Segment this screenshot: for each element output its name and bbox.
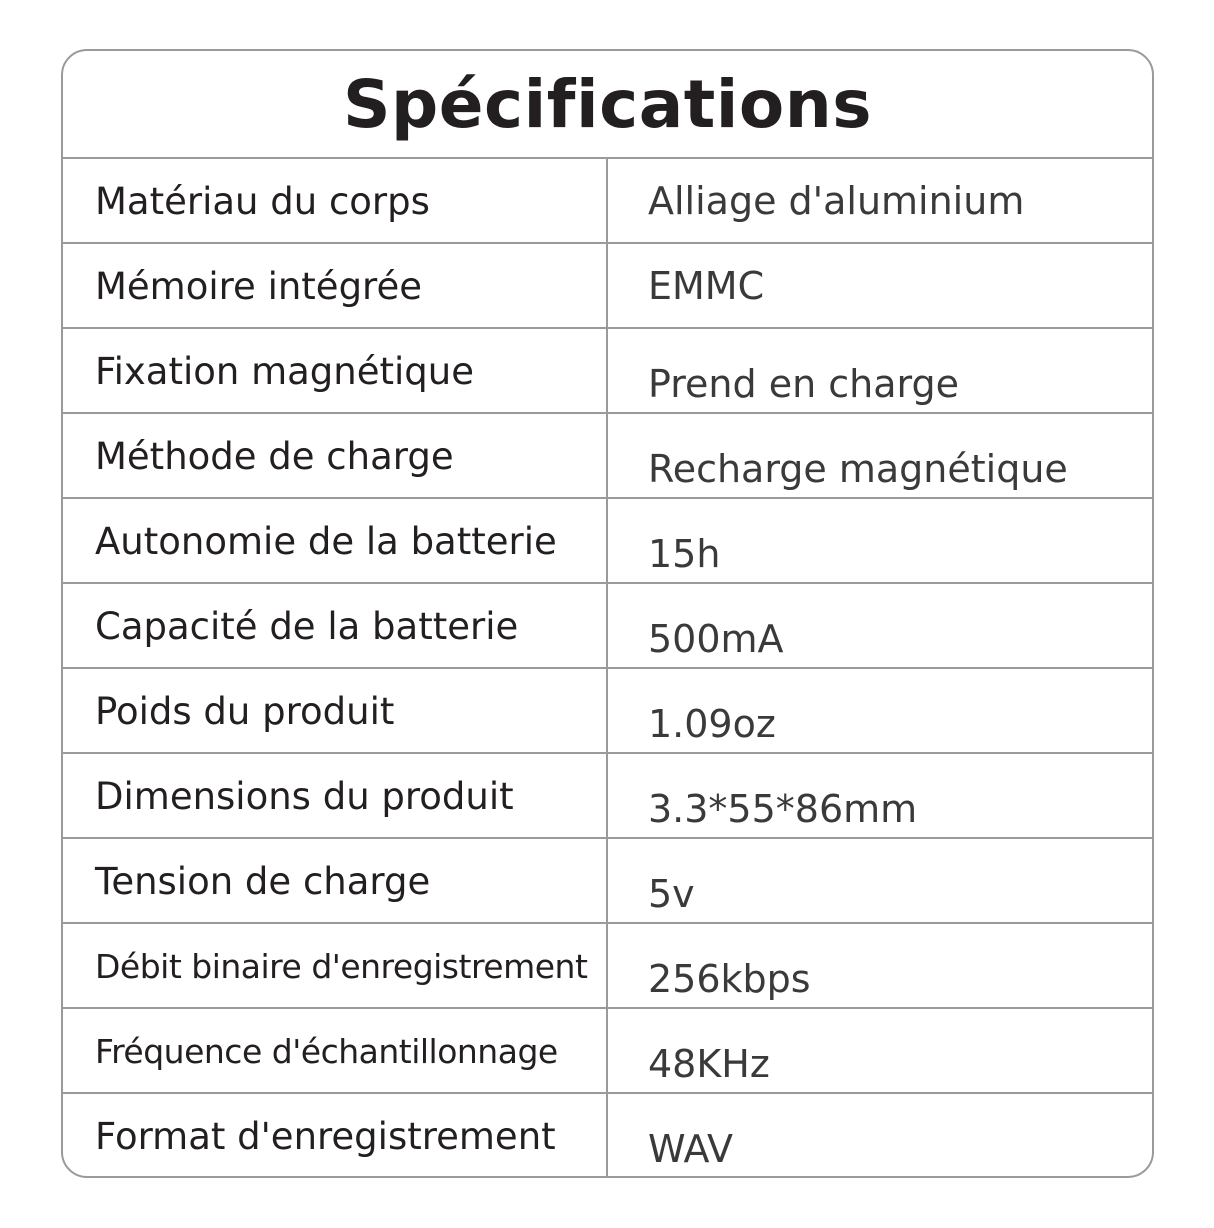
spec-value: 1.09oz [648,702,776,746]
spec-label: Fixation magnétique [63,329,608,412]
table-row [63,329,1152,414]
spec-label: Matériau du corps [63,159,608,242]
spec-value: 15h [648,532,721,576]
spec-label: Autonomie de la batterie [63,499,608,582]
table-row [63,924,1152,1009]
spec-value: Recharge magnétique [648,447,1068,491]
spec-label: Fréquence d'échantillonnage [63,1009,608,1092]
spec-card [61,49,1154,1178]
spec-value: 256kbps [648,957,811,1001]
spec-value: 500mA [648,617,784,661]
table-row [63,244,1152,329]
spec-value: 3.3*55*86mm [648,787,918,831]
spec-value: 5v [648,872,695,916]
spec-label: Tension de charge [63,839,608,922]
table-row [63,839,1152,924]
spec-value: Prend en charge [648,362,959,406]
spec-label: Capacité de la batterie [63,584,608,667]
page-title: Spécifications [63,51,1152,159]
spec-table [63,159,1152,1178]
spec-value: WAV [648,1127,734,1171]
table-row [63,584,1152,669]
spec-value: EMMC [648,264,765,308]
spec-label: Format d'enregistrement [63,1094,608,1178]
table-row [63,499,1152,584]
spec-label: Débit binaire d'enregistrement [63,924,608,1007]
table-row [63,1009,1152,1094]
table-row [63,414,1152,499]
spec-label: Méthode de charge [63,414,608,497]
table-row [63,159,1152,244]
spec-label: Dimensions du produit [63,754,608,837]
spec-label: Poids du produit [63,669,608,752]
table-row [63,669,1152,754]
spec-value: 48KHz [648,1042,770,1086]
spec-value: Alliage d'aluminium [648,179,1025,223]
table-row [63,1094,1152,1178]
table-row [63,754,1152,839]
spec-label: Mémoire intégrée [63,244,608,327]
